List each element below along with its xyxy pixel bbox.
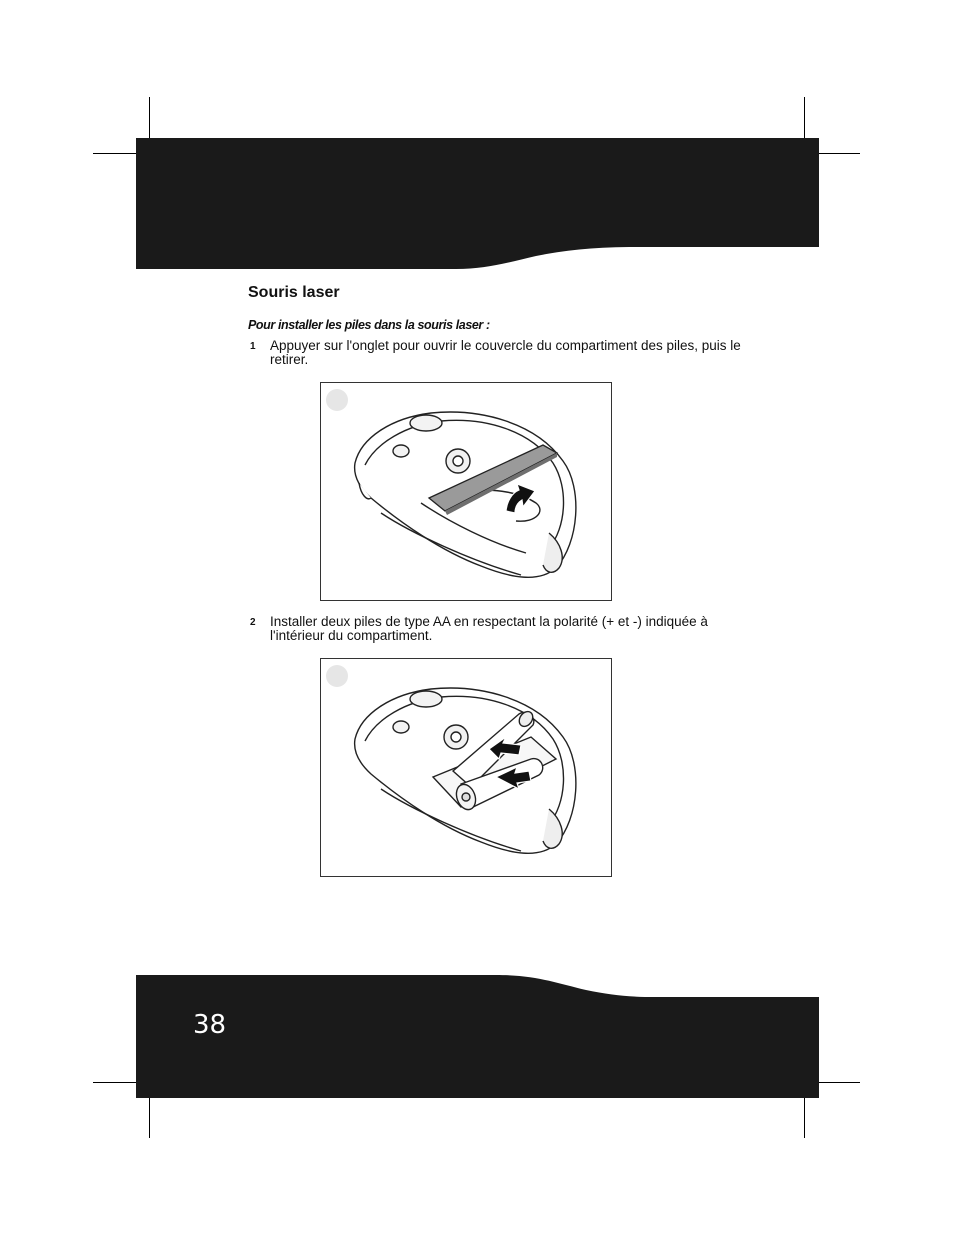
footer-banner — [136, 975, 819, 1098]
crop-mark — [149, 1097, 150, 1138]
step-text: Appuyer sur l'onglet pour ouvrir le couvercle du compartiment des piles, puis le retirer. — [270, 338, 741, 367]
crop-mark — [804, 1097, 805, 1138]
header-banner — [136, 138, 819, 269]
figure-insert-batteries — [320, 658, 612, 877]
page-number: 38 — [193, 1010, 227, 1040]
figure-open-cover — [320, 382, 612, 601]
step-number: 1 — [250, 341, 256, 352]
step-text: Installer deux piles de type AA en respectant la polarité (+ et -) indiquée à l'intérieur du compartiment. — [270, 614, 708, 643]
crop-mark — [804, 97, 805, 140]
section-title: Souris laser — [248, 284, 340, 301]
crop-mark — [93, 1082, 136, 1083]
crop-mark — [93, 153, 136, 154]
crop-mark — [818, 1082, 860, 1083]
crop-mark — [818, 153, 860, 154]
step-number: 2 — [250, 617, 256, 628]
crop-mark — [149, 97, 150, 140]
procedure-subtitle: Pour installer les piles dans la souris laser : — [248, 318, 490, 332]
